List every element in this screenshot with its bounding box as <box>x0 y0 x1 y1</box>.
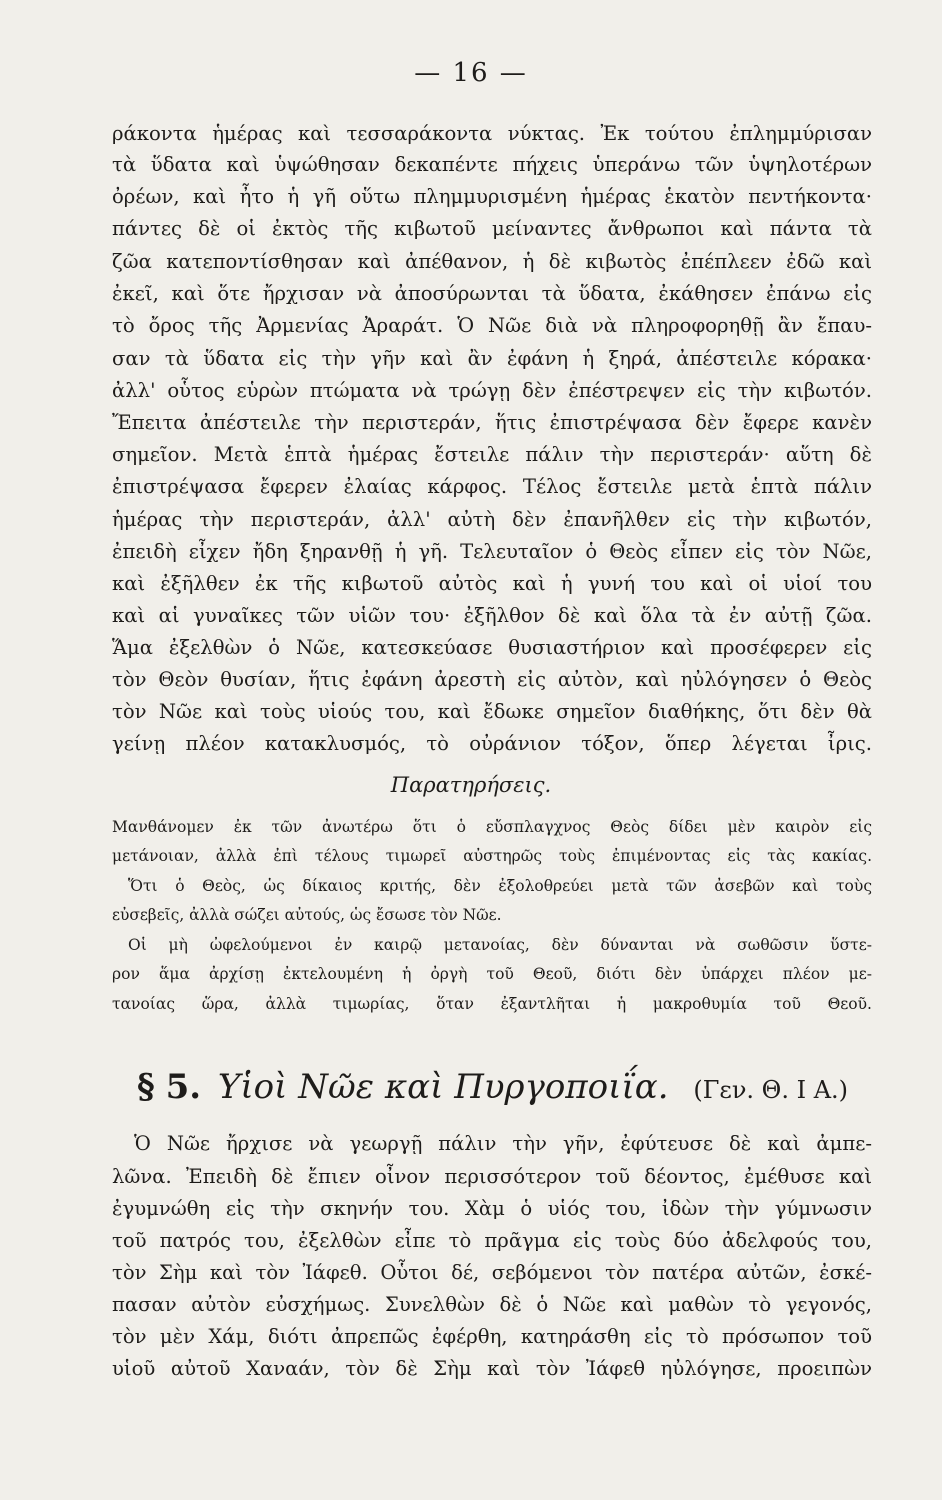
note-line: τανοίας ὥρα, ἀλλὰ τιμωρίας, ὅταν ἐξαντλῆται ἡ μακροθυμία τοῦ Θεοῦ. <box>112 995 872 1013</box>
text-line: Ἔπειτα ἀπέστειλε τὴν περιστεράν, ἥτις ἐπιστρέψασα δὲν ἔφερε κανὲν <box>112 411 872 434</box>
text-line: ὀρέων, καὶ ἦτο ἡ γῆ οὕτω πλημμυρισμένη ἡμέρας ἑκατὸν πεντήκοντα· <box>112 185 872 208</box>
note-line: Μανθάνομεν ἐκ τῶν ἀνωτέρω ὅτι ὁ εὔσπλαγχνος Θεὸς δίδει μὲν καιρὸν εἰς <box>112 818 872 836</box>
text-line: ἀλλ' οὗτος εὑρὼν πτώματα νὰ τρώγῃ δὲν ἐπέστρεψεν εἰς τὴν κιβωτόν. <box>112 379 872 402</box>
text-line: πάντες δὲ οἱ ἐκτὸς τῆς κιβωτοῦ μείναντες ἄνθρωποι καὶ πάντα τὰ <box>112 217 872 240</box>
section-reference: (Γεν. Θ. Ι Α.) <box>693 1076 849 1104</box>
text-line: Ἅμα ἐξελθὼν ὁ Νῶε, κατεσκεύασε θυσιαστήριον καὶ προσέφερεν εἰς <box>112 636 872 659</box>
text-line: υἱοῦ αὐτοῦ Χαναάν, τὸν δὲ Σὴμ καὶ τὸν Ἰάφεθ ηὐλόγησε, προειπὼν <box>112 1357 872 1380</box>
text-line: λῶνα. Ἐπειδὴ δὲ ἔπιεν οἶνον περισσότερον τοῦ δέοντος, ἐμέθυσε καὶ <box>112 1165 872 1188</box>
text-line: τὸν Νῶε καὶ τοὺς υἱούς του, καὶ ἔδωκε σημεῖον διαθήκης, ὅτι δὲν θὰ <box>112 700 872 723</box>
note-line: ρον ἅμα ἀρχίσῃ ἐκτελουμένη ἡ ὀργὴ τοῦ Θεοῦ, διότι δὲν ὑπάρχει πλέον με- <box>112 965 872 983</box>
note-line: μετάνοιαν, ἀλλὰ ἐπὶ τέλους τιμωρεῖ αὐστηρῶς τοὺς ἐπιμένοντας εἰς τὰς κακίας. <box>112 847 872 865</box>
section-number: 5. <box>165 1067 202 1107</box>
text-line: ἐκεῖ, καὶ ὅτε ἤρχισαν νὰ ἀποσύρωνται τὰ ὕδατα, ἐκάθησεν ἐπάνω εἰς <box>112 282 872 305</box>
text-line: ἐπειδὴ εἶχεν ἤδη ξηρανθῇ ἡ γῆ. Τελευταῖον ὁ Θεὸς εἶπεν εἰς τὸν Νῶε, <box>112 540 872 563</box>
section-title: Υἱοὶ Νῶε καὶ Πυργοποιΐα. <box>217 1067 669 1107</box>
text-line: καὶ ἐξῆλθεν ἐκ τῆς κιβωτοῦ αὐτὸς καὶ ἡ γυνή του καὶ οἱ υἱοί του <box>112 572 872 595</box>
text-line: σημεῖον. Μετὰ ἑπτὰ ἡμέρας ἔστειλε πάλιν τὴν περιστεράν· αὕτη δὲ <box>112 443 872 466</box>
text-line: ζῶα κατεποντίσθησαν καὶ ἀπέθανον, ἡ δὲ κιβωτὸς ἐπέπλεεν ἐδῶ καὶ <box>112 250 872 273</box>
page-number: — 16 — <box>414 58 528 88</box>
text-line: γείνῃ πλέον κατακλυσμός, τὸ οὐράνιον τόξον, ὅπερ λέγεται ἶρις. <box>112 732 872 755</box>
text-line: τὸν μὲν Χάμ, διότι ἀπρεπῶς ἐφέρθη, κατηράσθη εἰς τὸ πρόσωπον τοῦ <box>112 1325 872 1348</box>
text-line: ἡμέρας τὴν περιστεράν, ἀλλ' αὐτὴ δὲν ἐπανῆλθεν εἰς τὴν κιβωτόν, <box>112 508 872 531</box>
text-line: ράκοντα ἡμέρας καὶ τεσσαράκοντα νύκτας. Ἐκ τούτου ἐπλημμύρισαν <box>112 122 872 145</box>
text-line: τὸν Σὴμ καὶ τὸν Ἰάφεθ. Οὗτοι δέ, σεβόμενοι τὸν πατέρα αὐτῶν, ἐσκέ- <box>112 1261 872 1284</box>
text-line: ἐπιστρέψασα ἔφερεν ἐλαίας κάρφος. Τέλος ἔστειλε μετὰ ἑπτὰ πάλιν <box>112 475 872 498</box>
section-heading <box>137 1067 848 1107</box>
note-line: εὐσεβεῖς, ἀλλὰ σώζει αὐτούς, ὡς ἔσωσε τὸν Νῶε. <box>112 906 502 924</box>
text-line: τὸ ὄρος τῆς Ἀρμενίας Ἀραράτ. Ὁ Νῶε διὰ νὰ πληροφορηθῇ ἂν ἔπαυ- <box>112 314 872 337</box>
text-line: πασαν αὐτὸν εὐσχήμως. Συνελθὼν δὲ ὁ Νῶε καὶ μαθὼν τὸ γεγονός, <box>112 1293 872 1316</box>
notes-heading: Παρατηρήσεις. <box>390 773 552 797</box>
note-line: Ὅτι ὁ Θεὸς, ὡς δίκαιος κριτής, δὲν ἐξολοθρεύει μετὰ τῶν ἀσεβῶν καὶ τοὺς <box>128 877 872 895</box>
text-line: τοῦ πατρός του, ἐξελθὼν εἶπε τὸ πρᾶγμα εἰς τοὺς δύο ἀδελφούς του, <box>112 1229 872 1252</box>
note-line: Οἱ μὴ ὠφελούμενοι ἐν καιρῷ μετανοίας, δὲν δύνανται νὰ σωθῶσιν ὕστε- <box>128 936 872 954</box>
text-line: ἐγυμνώθη εἰς τὴν σκηνήν του. Χὰμ ὁ υἱός του, ἰδὼν τὴν γύμνωσιν <box>112 1197 872 1220</box>
text-line: τὸν Θεὸν θυσίαν, ἥτις ἐφάνη ἀρεστὴ εἰς αὐτὸν, καὶ ηὐλόγησεν ὁ Θεὸς <box>112 668 872 691</box>
text-line: καὶ αἱ γυναῖκες τῶν υἱῶν του· ἐξῆλθον δὲ καὶ ὅλα τὰ ἐν αὐτῇ ζῶα. <box>112 604 872 627</box>
text-line: σαν τὰ ὕδατα εἰς τὴν γῆν καὶ ἂν ἐφάνη ἡ ξηρά, ἀπέστειλε κόρακα· <box>112 347 872 370</box>
section-symbol: § <box>137 1067 155 1107</box>
text-line: τὰ ὕδατα καὶ ὑψώθησαν δεκαπέντε πήχεις ὑπεράνω τῶν ὑψηλοτέρων <box>112 153 872 176</box>
text-line: Ὁ Νῶε ἤρχισε νὰ γεωργῇ πάλιν τὴν γῆν, ἐφύτευσε δὲ καὶ ἀμπε- <box>134 1132 872 1155</box>
